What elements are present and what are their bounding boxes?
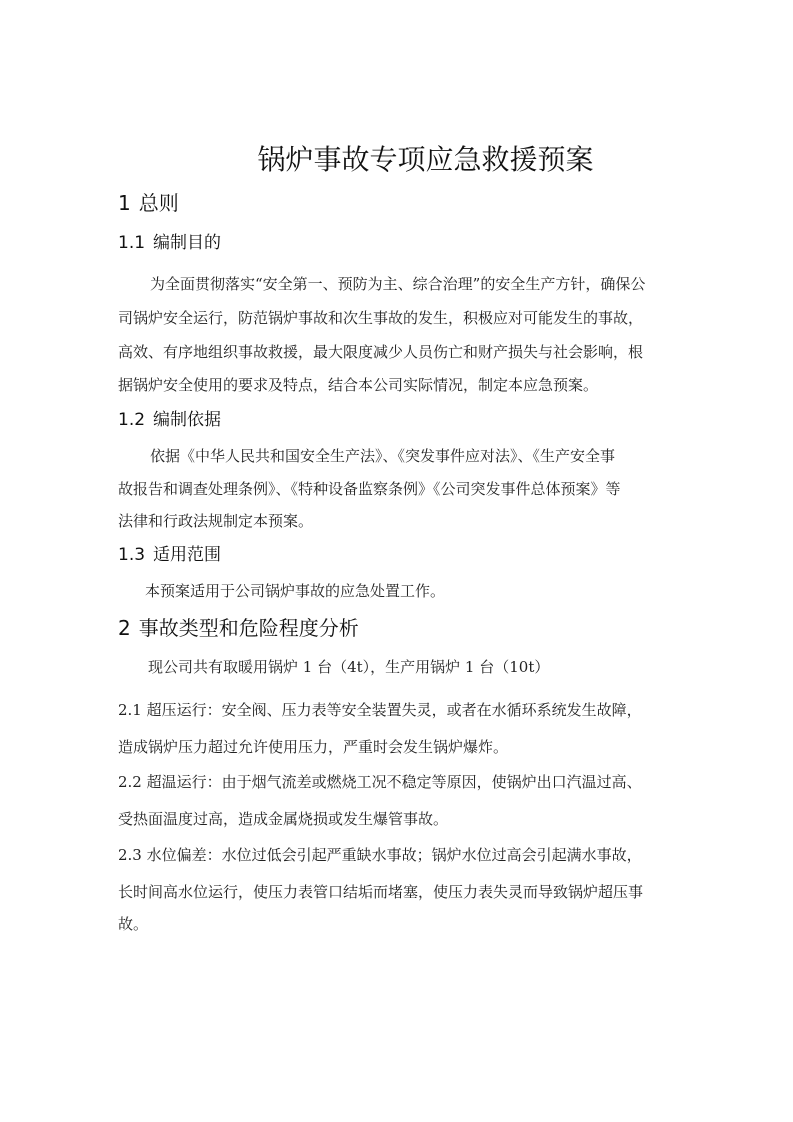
paragraph-line: 为全面贯彻落实“安全第一、预防为主、综合治理”的安全生产方针，确保公 — [150, 275, 646, 293]
paragraph-line: 本预案适用于公司锅炉事故的应急处置工作。 — [145, 582, 446, 600]
list-item-line: 造成锅炉压力超过允许使用压力，严重时会发生锅炉爆炸。 — [118, 738, 509, 756]
section-title: 总则 — [138, 191, 179, 215]
paragraph-line: 高效、有序地组织事故救援，最大限度减少人员伤亡和财产损失与社会影响，根 — [118, 343, 644, 361]
subsection-title: 编制目的 — [153, 233, 222, 253]
list-item-line: 故。 — [118, 915, 149, 933]
paragraph-line: 依据《中华人民共和国安全生产法》、《突发事件应对法》、《生产安全事 — [150, 447, 616, 465]
section-title: 事故类型和危险程度分析 — [138, 616, 359, 640]
subsection-number: 1.3 — [118, 545, 146, 565]
list-item-line: 受热面温度过高，造成金属烧损或发生爆管事故。 — [118, 810, 449, 828]
list-item-line: 2.2 超温运行：由于烟气流差或燃烧工况不稳定等原因，使锅炉出口汽温过高、 — [118, 773, 642, 791]
section-intro: 现公司共有取暖用锅炉 1 台（4t），生产用锅炉 1 台（10t） — [148, 658, 550, 676]
subsection-number: 1.2 — [118, 410, 146, 430]
subsection-title: 适用范围 — [153, 545, 222, 565]
subsection-1-1-heading — [118, 231, 221, 255]
subsection-1-3-heading — [118, 543, 221, 567]
paragraph-line: 据锅炉安全使用的要求及特点，结合本公司实际情况，制定本应急预案。 — [118, 376, 599, 394]
document-title: 锅炉事故专项应急救援预案 — [257, 143, 594, 176]
section-number: 1 — [118, 191, 131, 215]
list-item-line: 2.3 水位偏差：水位过低会引起严重缺水事故；锅炉水位过高会引起满水事故， — [118, 846, 642, 864]
list-item-line: 2.1 超压运行：安全阀、压力表等安全装置失灵，或者在水循环系统发生故障， — [118, 701, 642, 719]
list-item-line: 长时间高水位运行，使压力表管口结垢而堵塞，使压力表失灵而导致锅炉超压事 — [118, 883, 644, 901]
paragraph-line: 司锅炉安全运行，防范锅炉事故和次生事故的发生，积极应对可能发生的事故， — [118, 309, 644, 327]
section-1-heading — [118, 189, 179, 217]
section-2-heading — [118, 614, 359, 642]
paragraph-line: 故报告和调查处理条例》、《特种设备监察条例》《公司突发事件总体预案》等 — [118, 480, 621, 498]
subsection-title: 编制依据 — [153, 410, 222, 430]
paragraph-line: 法律和行政法规制定本预案。 — [118, 512, 314, 530]
subsection-1-2-heading — [118, 408, 221, 432]
subsection-number: 1.1 — [118, 233, 146, 253]
section-number: 2 — [118, 616, 131, 640]
